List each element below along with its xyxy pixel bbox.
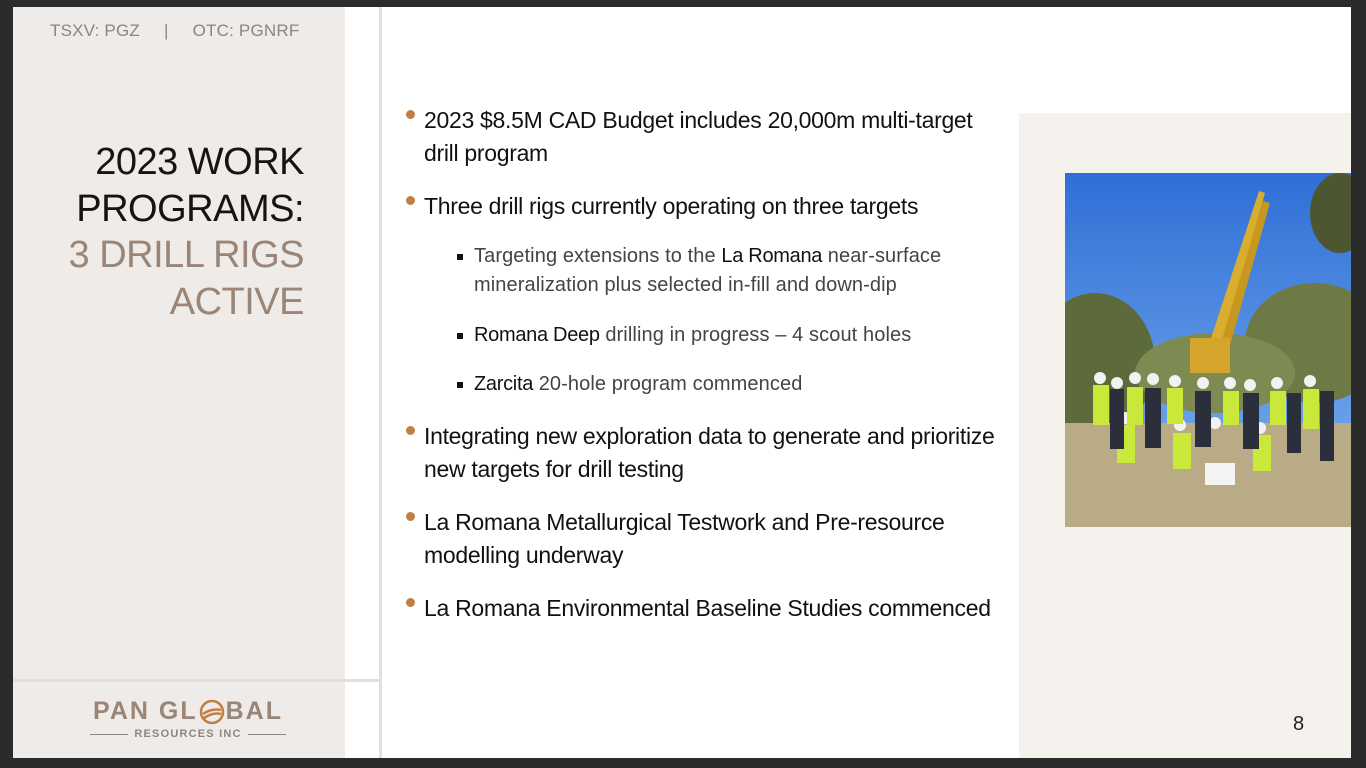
logo-wordmark bbox=[83, 697, 293, 726]
slide-title bbox=[13, 139, 304, 325]
ticker-otc: OTC: PGNRF bbox=[192, 21, 300, 40]
subbullet-emphasis: Romana Deep bbox=[474, 324, 600, 346]
logo-subtitle bbox=[83, 728, 293, 740]
company-logo bbox=[83, 697, 293, 740]
vertical-divider bbox=[379, 7, 382, 758]
ticker-tsxv: TSXV: PGZ bbox=[50, 21, 140, 40]
globe-icon bbox=[199, 699, 225, 725]
square-bullet bbox=[457, 254, 463, 260]
bullet-text: La Romana Metallurgical Testwork and Pre-resource modelling underway bbox=[424, 509, 945, 568]
title-line-2: PROGRAMS: bbox=[76, 187, 304, 230]
subbullet-zarcita bbox=[474, 370, 1014, 399]
bullet-metallurgical bbox=[424, 506, 1004, 572]
bullet-text: Integrating new exploration data to generate and prioritize new targets for drill testing bbox=[424, 423, 995, 482]
square-bullet bbox=[457, 382, 463, 388]
subbullet-la-romana bbox=[474, 242, 1014, 300]
logo-text-part2: BAL bbox=[225, 697, 283, 725]
subbullet-emphasis: Zarcita bbox=[474, 373, 534, 395]
title-line-3: 3 DRILL RIGS bbox=[68, 234, 304, 276]
bullet-environmental bbox=[424, 592, 1004, 625]
subbullet-text-post: drilling in progress – 4 scout holes bbox=[599, 324, 912, 346]
bullet-dot bbox=[406, 598, 415, 607]
subbullet-text-post: 20-hole program commenced bbox=[533, 373, 803, 395]
logo-subtitle-text: RESOURCES INC bbox=[134, 728, 242, 740]
subbullet-text-post: near-surface mineralization plus selected in-fill and down-dip bbox=[474, 245, 942, 296]
bullet-dot bbox=[406, 426, 415, 435]
slide bbox=[13, 7, 1351, 758]
drill-crew-photo bbox=[1065, 173, 1351, 527]
bullet-budget bbox=[424, 104, 1004, 170]
ticker-symbols bbox=[50, 21, 299, 41]
square-bullet bbox=[457, 333, 463, 339]
bullet-drill-rigs bbox=[424, 190, 1004, 223]
left-panel bbox=[13, 7, 345, 758]
title-line-1: 2023 WORK bbox=[95, 141, 304, 183]
logo-text-part1: PAN GL bbox=[93, 697, 198, 725]
page-number: 8 bbox=[1293, 713, 1305, 735]
bullet-text: Three drill rigs currently operating on three targets bbox=[424, 193, 919, 219]
bullet-dot bbox=[406, 512, 415, 521]
subbullet-romana-deep bbox=[474, 321, 1014, 350]
subbullet-emphasis: La Romana bbox=[721, 245, 823, 267]
horizontal-divider bbox=[13, 679, 382, 682]
bullet-dot bbox=[406, 196, 415, 205]
bullet-dot bbox=[406, 110, 415, 119]
ticker-separator: | bbox=[163, 21, 169, 40]
subbullet-text-pre: Targeting extensions to the bbox=[474, 245, 722, 267]
title-line-4: ACTIVE bbox=[169, 280, 304, 323]
bullet-text: La Romana Environmental Baseline Studies commenced bbox=[424, 595, 991, 621]
bullet-text: 2023 $8.5M CAD Budget includes 20,000m multi-target drill program bbox=[424, 107, 973, 166]
bullet-exploration-data bbox=[424, 420, 1004, 486]
